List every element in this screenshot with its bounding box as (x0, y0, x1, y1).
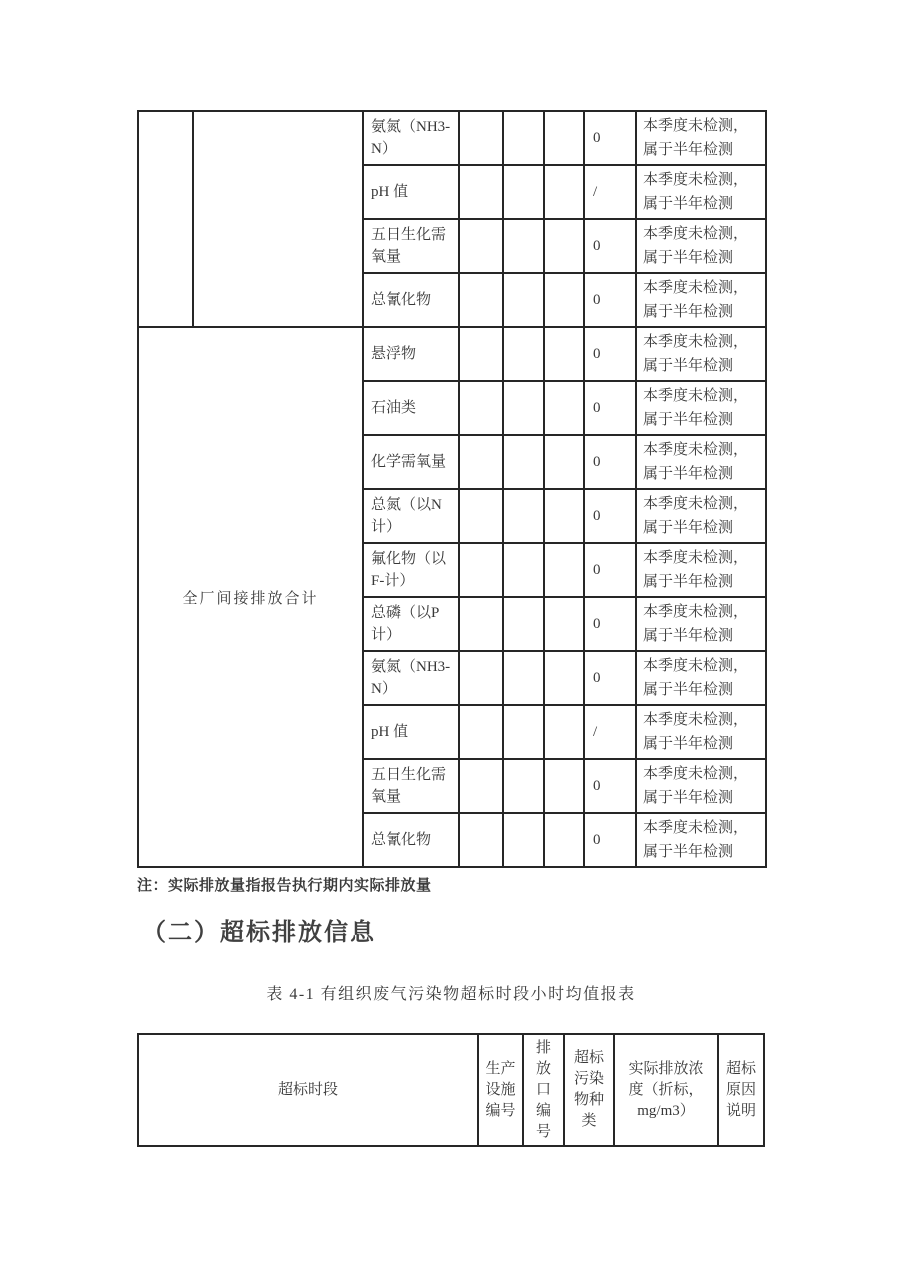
pollutant-name-cell: 五日生化需氧量 (363, 219, 459, 273)
pollutant-name-cell: 总磷（以P计） (363, 597, 459, 651)
empty-data-cell (503, 759, 544, 813)
remark-cell: 本季度未检测，属于半年检测 (636, 165, 766, 219)
empty-data-cell (459, 327, 503, 381)
pollutant-name-cell: 氨氮（NH3-N） (363, 111, 459, 165)
empty-data-cell (459, 543, 503, 597)
empty-data-cell (503, 489, 544, 543)
empty-data-cell (459, 111, 503, 165)
empty-data-cell (459, 273, 503, 327)
remark-cell: 本季度未检测，属于半年检测 (636, 597, 766, 651)
actual-emission-cell: 0 (584, 651, 636, 705)
pollutant-name-cell: 氨氮（NH3-N） (363, 651, 459, 705)
empty-data-cell (459, 435, 503, 489)
actual-emission-cell: 0 (584, 219, 636, 273)
empty-data-cell (503, 381, 544, 435)
table2-caption: 表 4-1 有组织废气污染物超标时段小时均值报表 (266, 986, 636, 1003)
actual-emission-cell: 0 (584, 273, 636, 327)
empty-data-cell (503, 435, 544, 489)
empty-data-cell (544, 381, 584, 435)
pollutant-name-cell: 总氰化物 (363, 813, 459, 867)
empty-data-cell (459, 651, 503, 705)
remark-cell: 本季度未检测，属于半年检测 (636, 759, 766, 813)
empty-data-cell (503, 597, 544, 651)
carryover-empty-cell (193, 111, 363, 327)
remark-cell: 本季度未检测，属于半年检测 (636, 435, 766, 489)
empty-data-cell (503, 651, 544, 705)
empty-data-cell (544, 327, 584, 381)
pollutant-name-cell: 五日生化需氧量 (363, 759, 459, 813)
actual-discharge-table (137, 110, 767, 868)
remark-cell: 本季度未检测，属于半年检测 (636, 813, 766, 867)
empty-data-cell (503, 327, 544, 381)
pollutant-name-cell: 总氮（以N计） (363, 489, 459, 543)
empty-data-cell (544, 597, 584, 651)
remark-cell: 本季度未检测，属于半年检测 (636, 489, 766, 543)
empty-data-cell (459, 759, 503, 813)
carryover-empty-cell (138, 111, 193, 327)
empty-data-cell (544, 219, 584, 273)
pollutant-name-cell: pH 值 (363, 165, 459, 219)
actual-emission-cell: 0 (584, 435, 636, 489)
pollutant-row (138, 327, 766, 381)
header-outlet-id: 排放口编号 (523, 1034, 564, 1146)
remark-cell: 本季度未检测，属于半年检测 (636, 381, 766, 435)
empty-data-cell (544, 705, 584, 759)
header-exceedance-period: 超标时段 (138, 1034, 478, 1146)
pollutant-name-cell: 悬浮物 (363, 327, 459, 381)
exceedance-report-table (137, 1033, 765, 1147)
remark-cell: 本季度未检测，属于半年检测 (636, 651, 766, 705)
header-exceeding-pollutant-type: 超标污染物种类 (564, 1034, 614, 1146)
actual-emission-cell: 0 (584, 327, 636, 381)
empty-data-cell (544, 759, 584, 813)
actual-emission-cell: 0 (584, 813, 636, 867)
empty-data-cell (544, 435, 584, 489)
empty-data-cell (503, 543, 544, 597)
header-actual-concentration: 实际排放浓度（折标，mg/m3） (614, 1034, 718, 1146)
actual-emission-cell: 0 (584, 543, 636, 597)
summary-label-cell: 全厂间接排放合计 (138, 327, 363, 867)
empty-data-cell (544, 651, 584, 705)
empty-data-cell (544, 273, 584, 327)
actual-emission-cell: 0 (584, 381, 636, 435)
remark-cell: 本季度未检测，属于半年检测 (636, 705, 766, 759)
header-production-facility-id: 生产设施编号 (478, 1034, 523, 1146)
remark-cell: 本季度未检测，属于半年检测 (636, 111, 766, 165)
empty-data-cell (544, 489, 584, 543)
remark-cell: 本季度未检测，属于半年检测 (636, 219, 766, 273)
actual-emission-cell: 0 (584, 759, 636, 813)
exceedance-header-row (138, 1034, 764, 1146)
empty-data-cell (503, 165, 544, 219)
pollutant-name-cell: 氟化物（以F-计） (363, 543, 459, 597)
empty-data-cell (544, 165, 584, 219)
empty-data-cell (503, 219, 544, 273)
empty-data-cell (459, 219, 503, 273)
pollutant-name-cell: 石油类 (363, 381, 459, 435)
header-exceedance-reason: 超标原因说明 (718, 1034, 764, 1146)
empty-data-cell (503, 813, 544, 867)
empty-data-cell (459, 597, 503, 651)
empty-data-cell (544, 813, 584, 867)
empty-data-cell (459, 813, 503, 867)
empty-data-cell (459, 165, 503, 219)
remark-cell: 本季度未检测，属于半年检测 (636, 543, 766, 597)
empty-data-cell (503, 111, 544, 165)
actual-emission-cell: / (584, 705, 636, 759)
empty-data-cell (459, 705, 503, 759)
empty-data-cell (503, 705, 544, 759)
empty-data-cell (459, 489, 503, 543)
empty-data-cell (544, 111, 584, 165)
empty-data-cell (459, 381, 503, 435)
remark-cell: 本季度未检测，属于半年检测 (636, 273, 766, 327)
empty-data-cell (503, 273, 544, 327)
pollutant-name-cell: 总氰化物 (363, 273, 459, 327)
empty-data-cell (544, 543, 584, 597)
table-footnote: 注：实际排放量指报告执行期内实际排放量 (137, 878, 432, 894)
actual-emission-cell: 0 (584, 111, 636, 165)
section-heading: （二）超标排放信息 (142, 919, 376, 946)
remark-cell: 本季度未检测，属于半年检测 (636, 327, 766, 381)
actual-emission-cell: / (584, 165, 636, 219)
pollutant-name-cell: pH 值 (363, 705, 459, 759)
pollutant-name-cell: 化学需氧量 (363, 435, 459, 489)
actual-emission-cell: 0 (584, 489, 636, 543)
pollutant-row (138, 111, 766, 165)
actual-emission-cell: 0 (584, 597, 636, 651)
